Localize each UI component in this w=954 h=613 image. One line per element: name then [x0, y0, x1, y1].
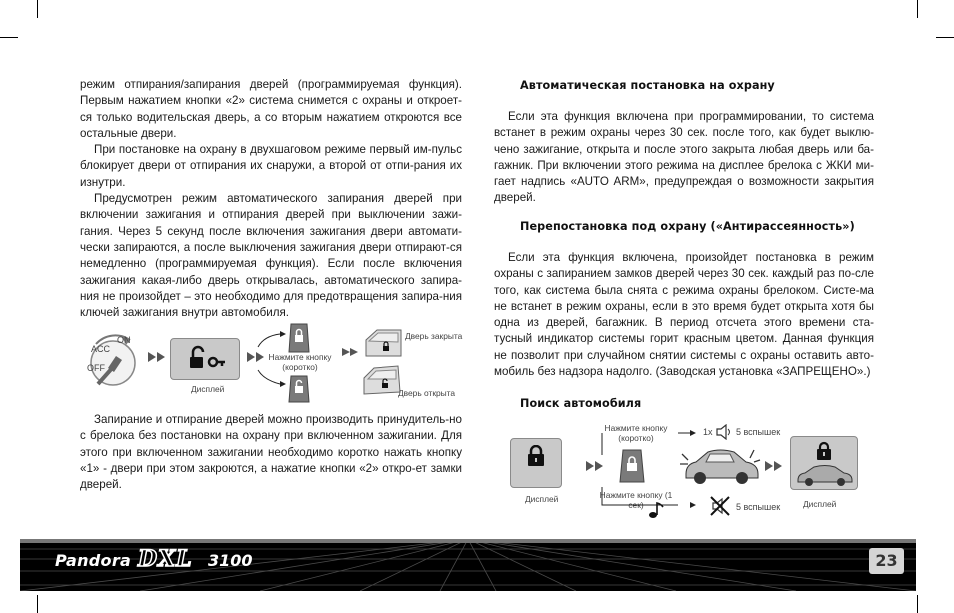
display-label: Дисплей: [191, 384, 225, 394]
paragraph: Запирание и отпирание дверей можно производить принудитель-но с брелока без постановки на охрану при включенном зажигании. Для этого при включенном зажигании необходимо коротко нажать кнопку «1» - двери при этом закроются, а нажатие кнопки «2» откро-ет замки дверей.: [80, 413, 462, 492]
crop-mark: [936, 37, 954, 38]
section-text-rearm: [494, 250, 874, 380]
door-closed-icon: [363, 326, 403, 360]
siren-off-icon: [709, 495, 731, 517]
paragraph: Если эта функция включена при программировании, то система встанет в режим охраны через 30 сек. после того, как будет выклю-чено зажигание, открыта и после этого закрыта любая дверь или ба-гажник. При включении этого режима на дисплее брелока с ЖКИ ми-гает надпись «AUTO ARM», предупреждая о возможности закрытия дверей.: [494, 110, 874, 205]
door-open-label: Дверь открыта: [398, 388, 456, 398]
lock-icon: [526, 445, 546, 467]
lock-icon: [815, 441, 833, 461]
display-screen-left: [510, 438, 562, 488]
acc-label: ACC: [91, 344, 111, 354]
section-title-rearm: Перепостановка под охрану («Антирассеянность»): [520, 220, 855, 233]
double-arrow-icon: [148, 352, 166, 362]
press-button-label: Нажмите кнопку (коротко): [268, 352, 332, 372]
press-long-label: Нажмите кнопку (1 сек): [599, 490, 673, 510]
paragraph: Предусмотрен режим автоматического запирания дверей при включении зажигания и отпирания дверей при выключении зажи-гания. Через 5 секунд после включения зажигания двери автомати-чески запираются, а после выключения зажигания двери отпирают-ся немедленно (программируемая функция). Если после включения зажигания какая-либо дверь открывалась, автоматического запира-ния не произойдет – это необходимо для предотвращения запира-ния ключей зажигания внутри автомобиля.: [80, 192, 462, 320]
on-label: ON: [117, 335, 131, 345]
section-text-auto-arm: [494, 109, 874, 207]
branch-arrows: [250, 322, 360, 402]
dxl-logo: DXL: [138, 546, 193, 572]
door-closed-label: Дверь закрыта: [405, 331, 463, 341]
section-title-auto-arm: Автоматическая постановка на охрану: [520, 79, 775, 92]
off-label: OFF: [87, 363, 105, 373]
door-open-icon: [362, 362, 402, 396]
flash-count-top: 5 вспышек: [736, 427, 781, 437]
crop-mark: [917, 595, 918, 613]
section-title-car-search: Поиск автомобиля: [520, 397, 642, 410]
ignition-key-icon: [86, 326, 146, 392]
crop-mark: [917, 0, 918, 18]
crop-mark: [37, 0, 38, 18]
brand-name: Pandora: [55, 551, 132, 570]
double-arrow-icon: [765, 461, 783, 471]
car-flashing-icon: [680, 440, 762, 486]
left-column-text-bottom: [80, 412, 462, 493]
left-column-text: [80, 77, 462, 321]
page-number: 23: [869, 548, 904, 574]
music-note-icon: [644, 500, 666, 520]
crop-mark: [0, 37, 18, 38]
car-icon: [795, 463, 855, 487]
unlock-key-icon: [187, 345, 227, 373]
paragraph: При постановке на охрану в двухшаговом режиме первый им-пульс блокирует двери от отпирания их снаружи, а второй от отпи-рания их изнутри.: [80, 143, 462, 189]
press-short-label: Нажмите кнопку (коротко): [604, 423, 668, 443]
display-label-right: Дисплей: [803, 499, 837, 509]
display-screen-right: [790, 436, 858, 490]
siren-icon: [714, 424, 734, 440]
flash-prefix-top: 1x: [703, 427, 713, 437]
crop-mark: [37, 595, 38, 613]
paragraph: Если эта функция включена, произойдет постановка в режим охраны с запиранием замков дверей через 30 сек. каждый раз по-сле того, как система была снята с режима охраны брелоком. Систе-ма не встанет в режим охраны, если в это время будет открыта хотя бы одна из дверей, багажник. В период отсчета этого времени ста-тусный индикатор системы горит красным цветом. Данная функция не позволит при случайном снятии системы с охраны оставить авто-мобиль без надзора надолго. (Заводская установка «ЗАПРЕЩЕНО».): [494, 251, 874, 379]
model-number: 3100: [208, 551, 253, 570]
paragraph: режим отпирания/запирания дверей (программируемая функция). Первым нажатием кнопки «2» система снимется с охраны и откроет-ся только водительская дверь, а со вторым нажатием откроются все остальные двери.: [80, 78, 462, 140]
flash-count-bottom: 5 вспышек: [736, 502, 781, 512]
display-label-left: Дисплей: [525, 494, 559, 504]
display-screen: [170, 338, 240, 380]
